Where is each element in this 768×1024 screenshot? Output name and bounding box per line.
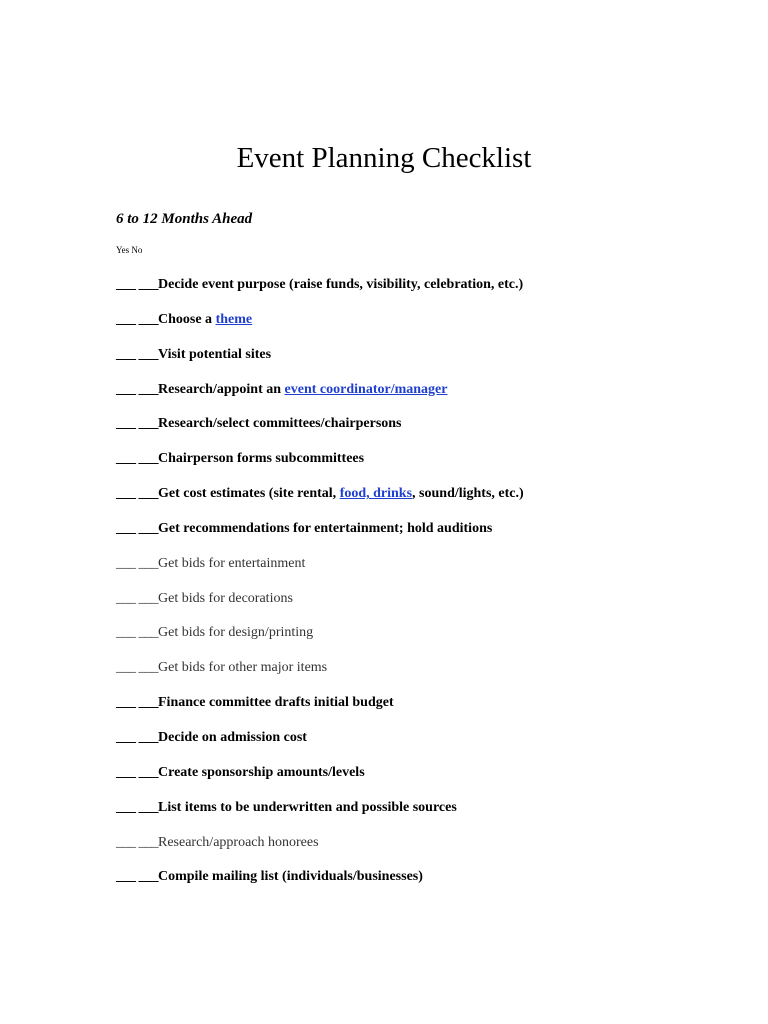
checklist-item: [116, 554, 736, 589]
checkbox-blanks[interactable]: ___ ___: [116, 729, 158, 745]
item-text: Get bids for entertainment: [158, 555, 306, 571]
food-drinks-link[interactable]: food, drinks: [339, 486, 413, 502]
item-text: Get bids for design/printing: [158, 625, 314, 641]
checkbox-blanks[interactable]: ___ ___: [116, 346, 158, 362]
checkbox-blanks[interactable]: ___ ___: [116, 416, 158, 432]
checklist-item: [116, 693, 736, 728]
checklist-item: [116, 658, 736, 693]
item-text: Choose a: [158, 311, 216, 327]
checklist-item: [116, 763, 736, 798]
checkbox-blanks[interactable]: ___ ___: [116, 520, 158, 536]
checkbox-blanks[interactable]: ___ ___: [116, 764, 158, 780]
checkbox-blanks[interactable]: ___ ___: [116, 311, 158, 327]
item-text: Chairperson forms subcommittees: [158, 451, 365, 467]
checklist-item: [116, 519, 736, 554]
checkbox-blanks[interactable]: ___ ___: [116, 277, 158, 292]
item-text: List items to be underwritten and possible sources: [158, 799, 457, 815]
item-text: Get cost estimates (site rental,: [158, 486, 340, 502]
checkbox-blanks[interactable]: ___ ___: [116, 869, 158, 885]
checkbox-blanks[interactable]: ___ ___: [116, 695, 158, 711]
checklist: [116, 275, 736, 902]
section-heading: 6 to 12 Months Ahead: [116, 211, 253, 227]
checklist-item: [116, 867, 736, 902]
item-text: Visit potential sites: [158, 346, 272, 362]
checklist-item: [116, 380, 736, 415]
checkbox-blanks[interactable]: ___ ___: [116, 590, 158, 606]
checkbox-blanks[interactable]: ___ ___: [116, 799, 158, 815]
checklist-item: [116, 414, 736, 449]
item-text: Research/select committees/chairpersons: [158, 416, 402, 432]
item-text: Decide on admission cost: [158, 729, 307, 745]
checklist-item: [116, 310, 736, 345]
checkbox-blanks[interactable]: ___ ___: [116, 555, 158, 571]
item-text: Create sponsorship amounts/levels: [158, 764, 365, 780]
item-text: Decide event purpose (raise funds, visibility, celebration, etc.): [158, 277, 524, 292]
item-text: Compile mailing list (individuals/businesses): [158, 869, 423, 885]
theme-link[interactable]: theme: [215, 311, 253, 327]
checkbox-blanks[interactable]: ___ ___: [116, 451, 158, 467]
item-text: Get recommendations for entertainment; hold auditions: [158, 520, 493, 536]
item-text-after: , sound/lights, etc.): [412, 486, 524, 502]
checkbox-blanks[interactable]: ___ ___: [116, 486, 158, 502]
checklist-item: [116, 833, 736, 868]
checklist-item: [116, 275, 736, 310]
item-text: Get bids for other major items: [158, 660, 328, 676]
checklist-item: [116, 623, 736, 658]
checkbox-blanks[interactable]: ___ ___: [116, 834, 158, 850]
checkbox-blanks[interactable]: ___ ___: [116, 625, 158, 641]
checklist-item: [116, 345, 736, 380]
checklist-item: [116, 798, 736, 833]
checkbox-blanks[interactable]: ___ ___: [116, 660, 158, 676]
checklist-item: [116, 728, 736, 763]
event-coordinator-link[interactable]: event coordinator/manager: [284, 381, 448, 397]
item-text: Finance committee drafts initial budget: [158, 695, 394, 711]
checklist-item: [116, 449, 736, 484]
item-text: Get bids for decorations: [158, 590, 293, 606]
checklist-item: [116, 589, 736, 624]
item-text: Research/appoint an: [158, 381, 285, 397]
yes-no-label: Yes No: [116, 245, 143, 255]
checklist-item: [116, 484, 736, 519]
item-text: Research/approach honorees: [158, 834, 319, 850]
page-title: Event Planning Checklist: [236, 142, 532, 174]
checkbox-blanks[interactable]: ___ ___: [116, 381, 158, 397]
